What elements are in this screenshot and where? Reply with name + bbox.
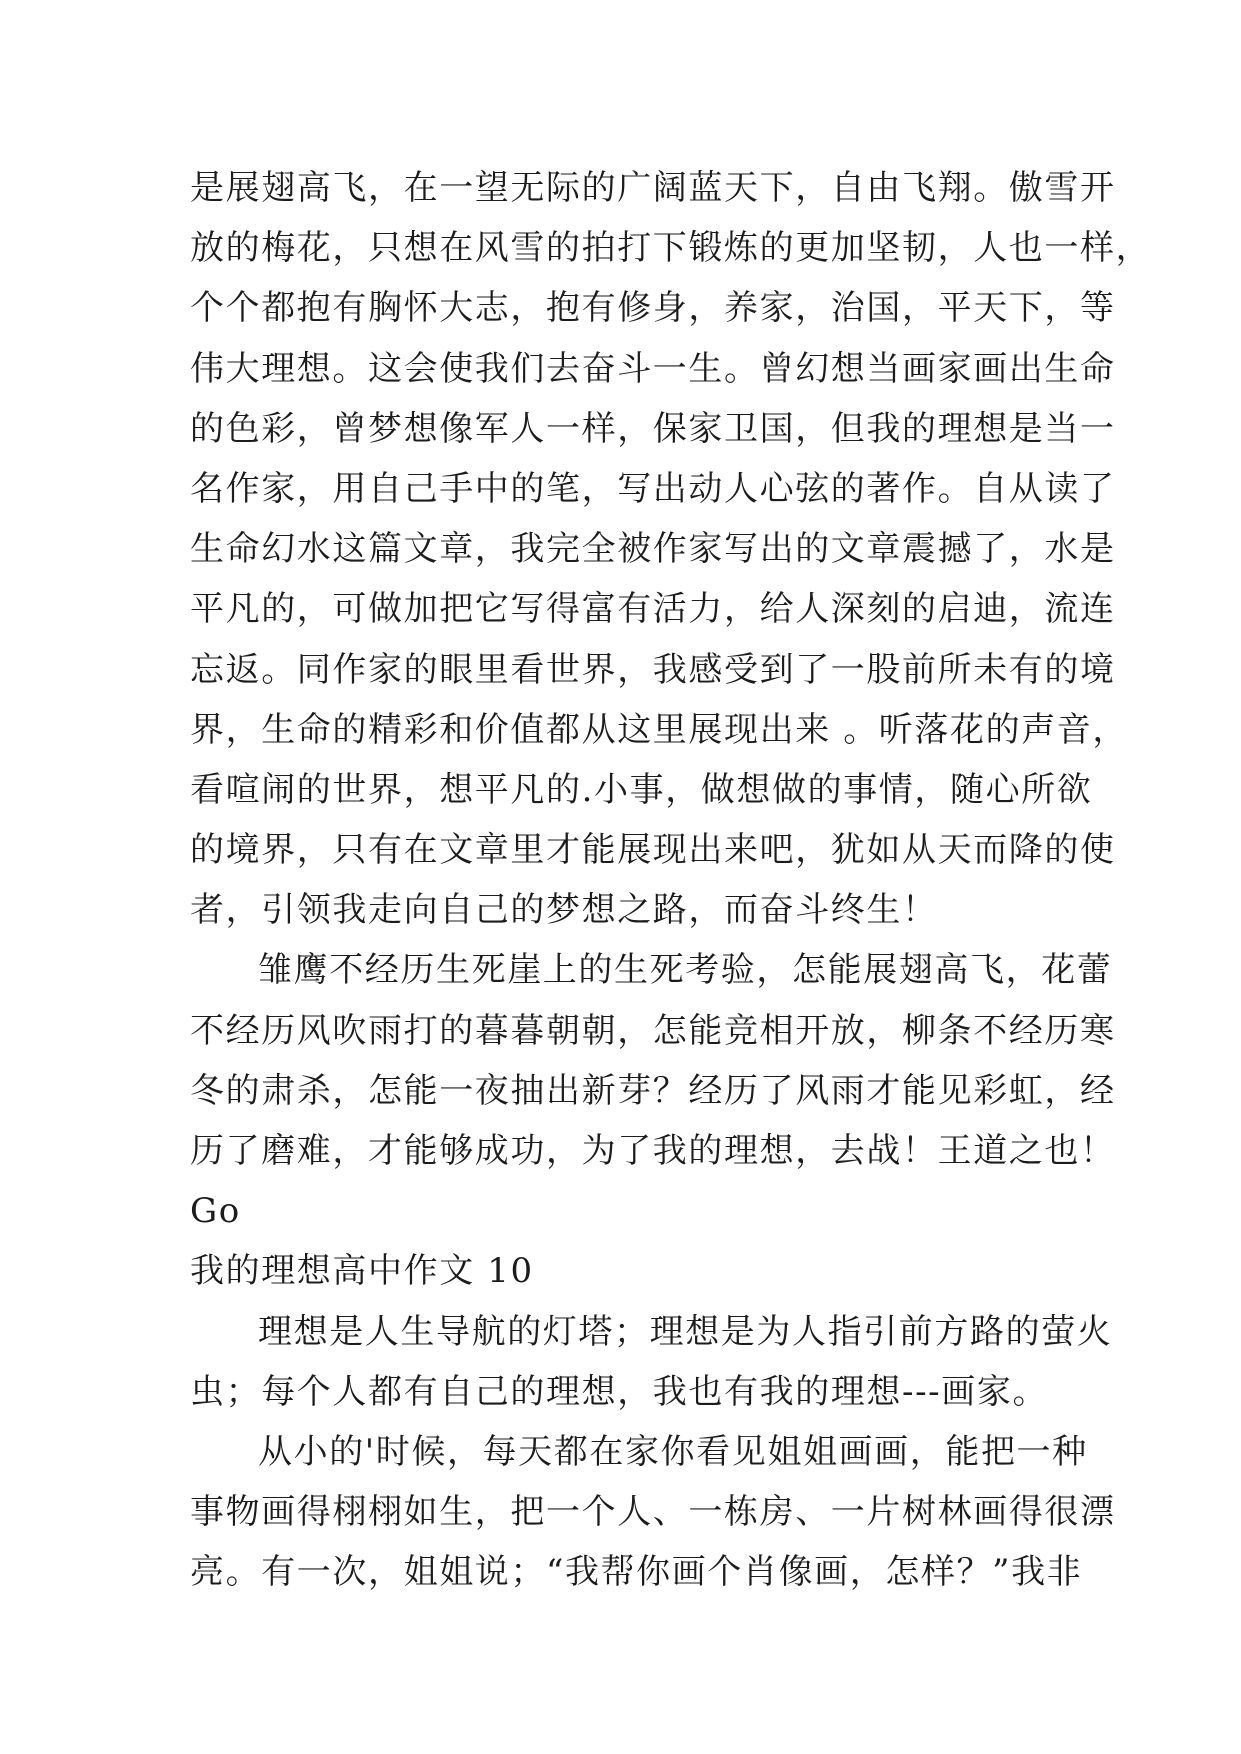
text-line: 个个都抱有胸怀大志，抱有修身，养家，治国，平天下，等 bbox=[190, 288, 1116, 329]
section-heading: 我的理想高中作文 10 bbox=[190, 1251, 534, 1292]
text-line: 平凡的，可做加把它写得富有活力，给人深刻的启迪，流连 bbox=[190, 589, 1116, 630]
text-line: 亮。有一次，姐姐说；“我帮你画个肖像画，怎样？”我非 bbox=[190, 1552, 1083, 1593]
text-line: 的境界，只有在文章里才能展现出来吧，犹如从天而降的使 bbox=[190, 830, 1116, 871]
text-line: 忘返。同作家的眼里看世界，我感受到了一股前所未有的境 bbox=[190, 649, 1116, 690]
text-line: 从小的'时候，每天都在家你看见姐姐画画，能把一种 bbox=[258, 1431, 1088, 1472]
text-line: 名作家，用自己手中的笔，写出动人心弦的著作。自从读了 bbox=[190, 468, 1116, 509]
text-line: 雏鹰不经历生死崖上的生死考验，怎能展翅高飞，花蕾 bbox=[258, 950, 1113, 991]
text-line: 看喧闹的世界，想平凡的.小事，做想做的事情，随心所欲 bbox=[190, 769, 1093, 810]
text-line: 伟大理想。这会使我们去奋斗一生。曾幻想当画家画出生命 bbox=[190, 348, 1116, 389]
text-line: 者，引领我走向自己的梦想之路，而奋斗终生！ bbox=[190, 890, 938, 931]
text-line: 理想是人生导航的灯塔；理想是为人指引前方路的萤火 bbox=[258, 1311, 1113, 1352]
document-body bbox=[190, 158, 1152, 1603]
text-line: 冬的肃杀，怎能一夜抽出新芽？经历了风雨才能见彩虹，经 bbox=[190, 1070, 1116, 1111]
text-line: 是展翅高飞，在一望无际的广阔蓝天下，自由飞翔。傲雪开 bbox=[190, 168, 1116, 208]
text-line: 的色彩，曾梦想像军人一样，保家卫国，但我的理想是当一 bbox=[190, 408, 1116, 449]
text-line: 界，生命的精彩和价值都从这里展现出来 。听落花的声音， bbox=[190, 709, 1129, 750]
text-line: 放的梅花，只想在风雪的拍打下锻炼的更加坚韧，人也一样， bbox=[190, 228, 1152, 269]
text-line: Go bbox=[190, 1191, 241, 1232]
text-line: 事物画得栩栩如生，把一个人、一栋房、一片树林画得很漂 bbox=[190, 1492, 1116, 1533]
text-line: 历了磨难，才能够成功，为了我的理想，去战！王道之也！ bbox=[190, 1131, 1116, 1171]
text-line: 生命幻水这篇文章，我完全被作家写出的文章震撼了，水是 bbox=[190, 529, 1116, 570]
text-line: 虫；每个人都有自己的理想，我也有我的理想---画家。 bbox=[190, 1371, 1049, 1412]
text-line: 不经历风吹雨打的暮暮朝朝，怎能竞相开放，柳条不经历寒 bbox=[190, 1010, 1116, 1051]
